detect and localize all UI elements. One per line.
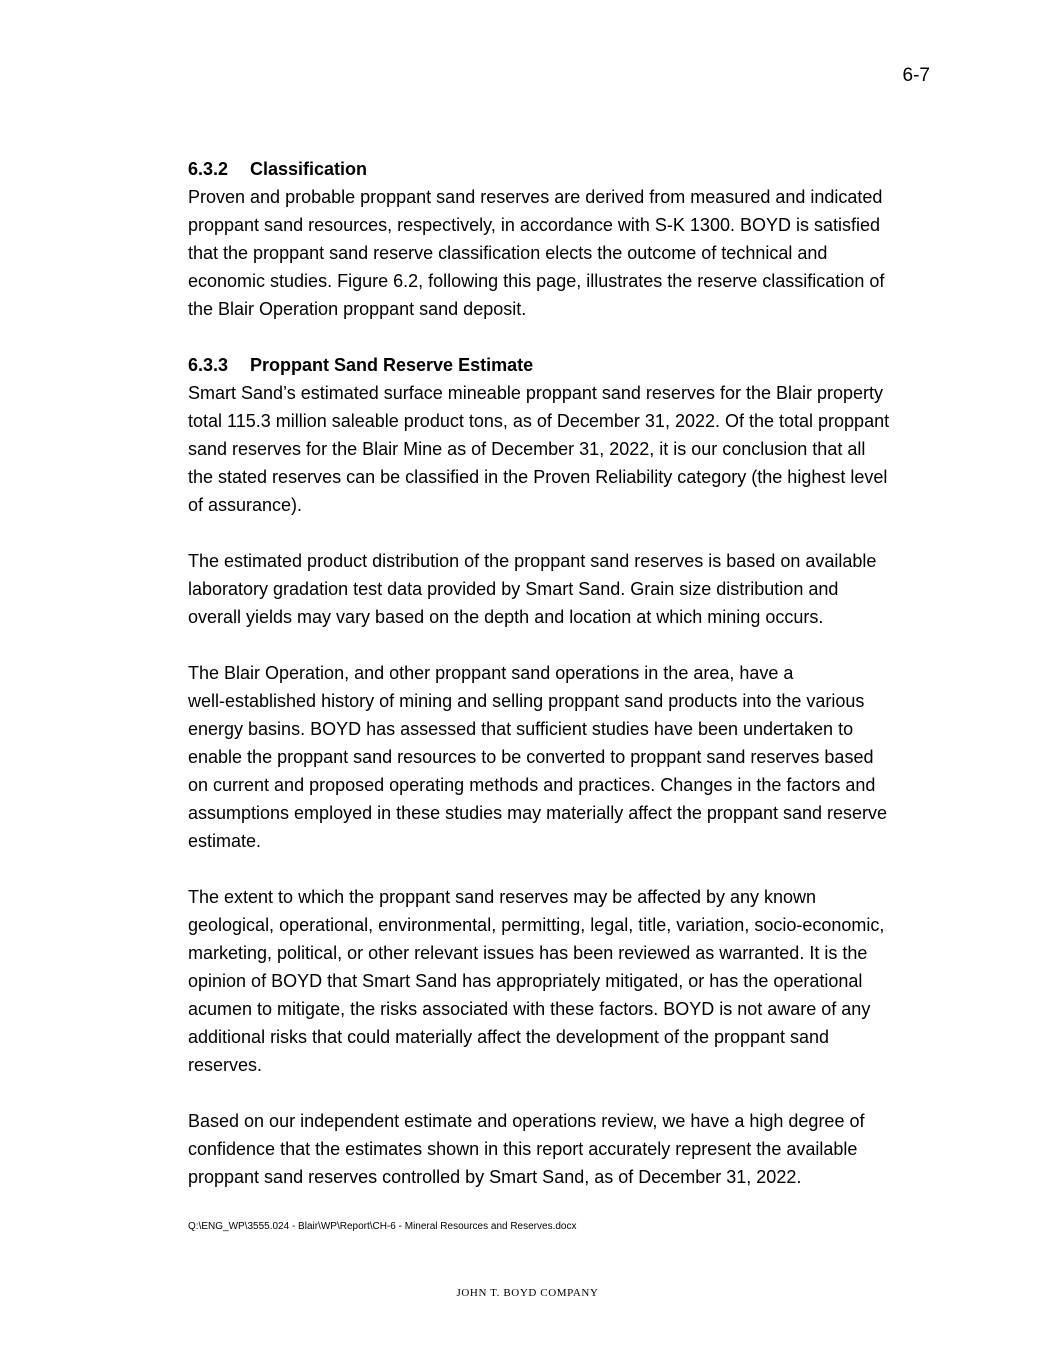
paragraph-gap (188, 631, 933, 659)
paragraph-confidence: Based on our independent estimate and operations review, we have a high degree of confidence that the estimates shown in this report accurately represent the available proppant sand reserves controlled by Smart Sand, as of December 31, 2022. (188, 1111, 865, 1187)
section-title: Proppant Sand Reserve Estimate (250, 355, 534, 375)
paragraph-gap (188, 323, 933, 351)
paragraph-risk-factors: The extent to which the proppant sand reserves may be affected by any known geological, operational, environmental, permitting, legal, title, variation, socio-economic, marketing, political, or other relevant issues has been reviewed as warranted. It is the opinion of BOYD that Smart Sand has appropriately mitigated, or has the operational acumen to mitigate, the risks associated with these factors. BOYD is not aware of any additional risks that could materially affect the development of the proppant sand reserves. (188, 887, 885, 1075)
company-footer: JOHN T. BOYD COMPANY (456, 1287, 599, 1299)
paragraph-reserve-total: Smart Sand’s estimated surface mineable proppant sand reserves for the Blair property total 115.3 million saleable product tons, as of December 31, 2022. Of the total proppant sand reserves for the Blair Mine as of December 31, 2022, it is our conclusion that all the stated reserves can be classified in the Proven Reliability category (the highest level of assurance). (188, 383, 890, 515)
paragraph-gap (188, 519, 933, 547)
section-heading-reserve-estimate (188, 351, 933, 379)
section-number: 6.3.2 (188, 159, 229, 179)
section-heading-classification (188, 155, 933, 183)
document-body (188, 155, 933, 1191)
file-path: Q:\ENG_WP\3555.024 - Blair\WP\Report\CH-6 - Mineral Resources and Reserves.docx (188, 1221, 577, 1232)
paragraph-product-distribution: The estimated product distribution of the proppant sand reserves is based on available laboratory gradation test data provided by Smart Sand. Grain size distribution and overall yields may vary based on the depth and location at which mining occurs. (188, 551, 877, 627)
paragraph-operation-history: The Blair Operation, and other proppant sand operations in the area, have a well-established history of mining and selling proppant sand products into the various energy basins. BOYD has assessed that sufficient studies have been undertaken to enable the proppant sand resources to be converted to proppant sand reserves based on current and proposed operating methods and practices. Changes in the factors and assumptions employed in these studies may materially affect the proppant sand reserve estimate. (188, 663, 888, 851)
section-title: Classification (250, 159, 368, 179)
page-number: 6-7 (902, 65, 930, 86)
paragraph-gap (188, 855, 933, 883)
paragraph-gap (188, 1079, 933, 1107)
section-number: 6.3.3 (188, 355, 229, 375)
paragraph-classification: Proven and probable proppant sand reserves are derived from measured and indicated proppant sand resources, respectively, in accordance with S-K 1300. BOYD is satisfied that the proppant sand reserve classification elects the outcome of technical and economic studies. Figure 6.2, following this page, illustrates the reserve classification of the Blair Operation proppant sand deposit. (188, 187, 885, 319)
